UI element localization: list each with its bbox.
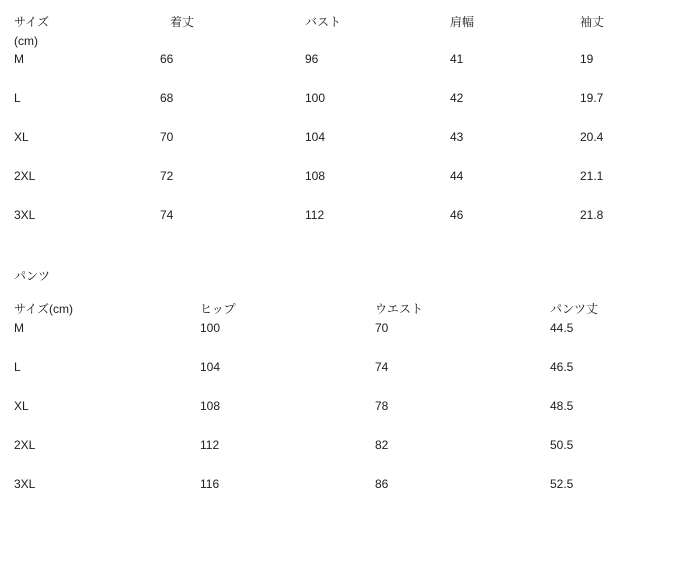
cell-size: 3XL (14, 208, 36, 223)
cell-waist: 74 (375, 359, 389, 374)
cell-length: 70 (160, 130, 174, 145)
cell-bust: 108 (305, 169, 326, 184)
cell-shoulder: 43 (450, 130, 464, 145)
cell-size: L (14, 91, 21, 106)
header-length: 着丈 (170, 15, 195, 29)
cell-length: 68 (160, 91, 174, 106)
cell-sleeve: 19 (580, 52, 594, 67)
table-row (0, 50, 695, 89)
cell-pants-length: 48.5 (550, 398, 574, 413)
cell-sleeve: 19.7 (580, 91, 604, 106)
header-size: サイズ(cm) (14, 302, 74, 317)
cell-pants-length: 50.5 (550, 437, 574, 452)
cell-sleeve: 21.8 (580, 208, 604, 223)
cell-length: 66 (160, 52, 174, 67)
cell-hip: 108 (200, 398, 221, 413)
cell-bust: 100 (305, 91, 326, 106)
cell-sleeve: 20.4 (580, 130, 604, 145)
section-spacer (0, 245, 695, 267)
table-row (0, 436, 695, 475)
header-size-line1: サイズ (14, 15, 50, 29)
cell-shoulder: 41 (450, 52, 464, 67)
table-row (0, 475, 695, 514)
cell-bust: 104 (305, 130, 326, 145)
header-bust: バスト (305, 15, 342, 29)
cell-pants-length: 52.5 (550, 476, 574, 491)
pants-table-body (0, 319, 695, 514)
header-waist: ウエスト (375, 302, 424, 317)
header-hip: ヒップ (200, 302, 236, 317)
table-row (0, 128, 695, 167)
tops-table-header (0, 0, 695, 50)
cell-size: M (14, 320, 24, 335)
pants-table-header (0, 300, 695, 319)
cell-size: 3XL (14, 476, 36, 491)
tops-size-table (0, 0, 695, 245)
cell-waist: 70 (375, 320, 389, 335)
table-row (0, 358, 695, 397)
header-shoulder: 肩幅 (450, 15, 475, 29)
cell-waist: 82 (375, 437, 389, 452)
cell-bust: 96 (305, 52, 319, 67)
cell-size: M (14, 52, 24, 67)
pants-section-title: パンツ (14, 269, 51, 284)
cell-hip: 112 (200, 437, 220, 452)
cell-hip: 104 (200, 359, 221, 374)
cell-size: XL (14, 130, 29, 145)
cell-size: L (14, 359, 21, 374)
header-pants-length: パンツ丈 (550, 302, 599, 317)
cell-sleeve: 21.1 (580, 169, 604, 184)
cell-length: 72 (160, 169, 174, 184)
table-row (0, 206, 695, 245)
table-row (0, 397, 695, 436)
cell-pants-length: 46.5 (550, 359, 574, 374)
table-header-row (0, 300, 695, 319)
header-size-line2: (cm) (14, 33, 38, 48)
table-row (0, 167, 695, 206)
cell-hip: 100 (200, 320, 221, 335)
cell-shoulder: 44 (450, 169, 464, 184)
tops-table-body (0, 50, 695, 245)
cell-size: 2XL (14, 169, 36, 184)
cell-shoulder: 46 (450, 208, 464, 223)
cell-pants-length: 44.5 (550, 320, 574, 335)
cell-size: 2XL (14, 437, 36, 452)
cell-shoulder: 42 (450, 91, 464, 106)
cell-waist: 78 (375, 398, 389, 413)
header-size (0, 0, 160, 50)
cell-bust: 112 (305, 208, 325, 223)
table-header-row (0, 0, 695, 50)
table-row (0, 89, 695, 128)
cell-size: XL (14, 398, 29, 413)
pants-size-table (0, 300, 695, 514)
header-sleeve: 袖丈 (580, 15, 605, 29)
cell-hip: 116 (200, 476, 220, 491)
title-spacer (0, 284, 695, 300)
cell-length: 74 (160, 208, 174, 223)
cell-waist: 86 (375, 476, 389, 491)
table-row (0, 319, 695, 358)
